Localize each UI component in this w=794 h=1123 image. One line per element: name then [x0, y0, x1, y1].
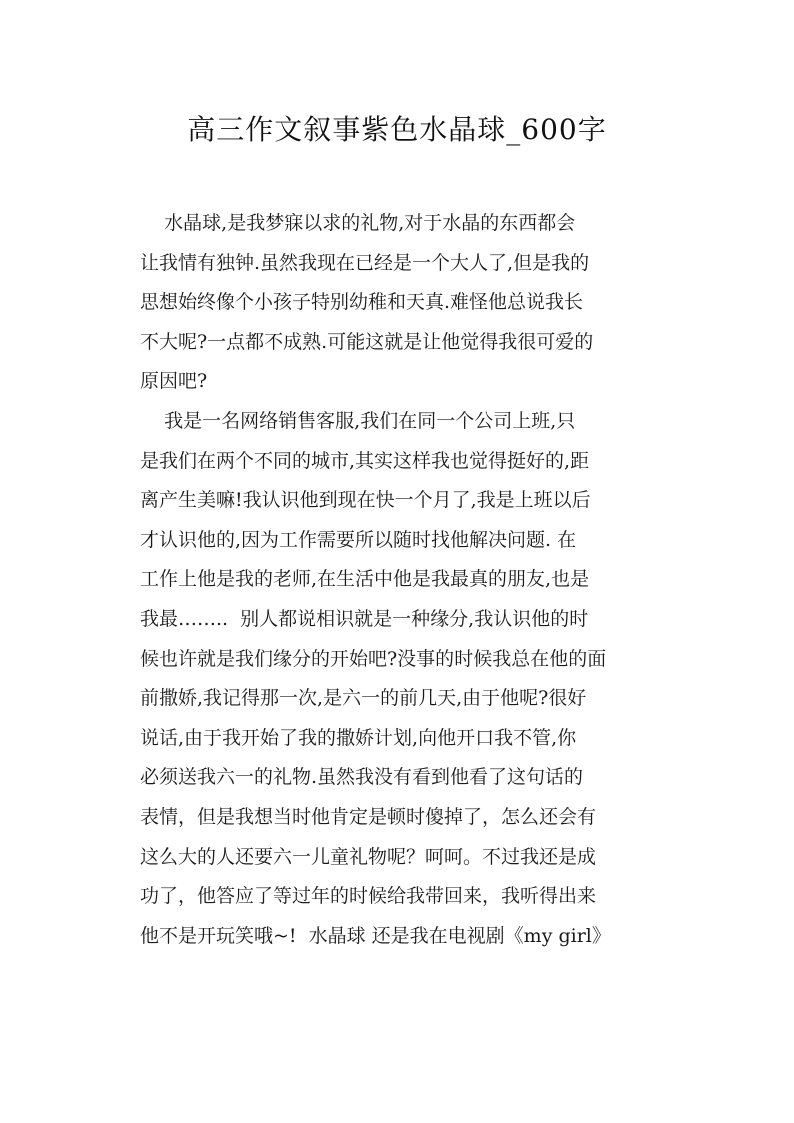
body-line: 表情，但是我想当时他肯定是顿时傻掉了，怎么还会有: [140, 805, 597, 828]
body-line: 工作上他是我的老师,在生活中他是我最真的朋友,也是: [140, 568, 590, 591]
document-body: [140, 204, 670, 956]
body-line: 让我情有独钟.虽然我现在已经是一个大人了,但是我的: [140, 251, 590, 274]
body-line: 候也许就是我们缘分的开始吧?没事的时候我总在他的面: [140, 647, 607, 670]
body-line: 说话,由于我开始了我的撒娇计划,向他开口我不管,你: [140, 726, 577, 749]
body-line: 我最…….. 别人都说相识就是一种缘分,我认识他的时: [140, 607, 589, 630]
body-line: 离产生美嘛!我认识他到现在快一个月了,我是上班以后: [140, 489, 591, 512]
body-line: 他不是开玩笑哦~! 水晶球 还是我在电视剧《my girl》: [140, 924, 611, 947]
body-line: 必须送我六一的礼物.虽然我没有看到他看了这句话的: [140, 766, 584, 789]
body-line: 功了，他答应了等过年的时候给我带回来，我听得出来: [140, 885, 597, 908]
body-line: 不大呢?一点都不成熟.可能这就是让他觉得我很可爱的: [140, 330, 594, 353]
body-line: 水晶球,是我梦寐以求的礼物,对于水晶的东西都会: [140, 212, 576, 234]
body-line: 是我们在两个不同的城市,其实这样我也觉得挺好的,距: [140, 449, 590, 472]
document-title: 高三作文叙事紫色水晶球_600字: [187, 113, 607, 146]
body-line: 这么大的人还要六一儿童礼物呢？呵呵。不过我还是成: [140, 845, 597, 868]
body-line: 原因吧?: [140, 370, 208, 393]
body-line: 才认识他的,因为工作需要所以随时找他解决问题. 在: [140, 528, 577, 551]
body-line: 思想始终像个小孩子特别幼稚和天真.难怪他总说我长: [140, 291, 584, 314]
body-line: 前撒娇,我记得那一次,是六一的前几天,由于他呢?很好: [140, 687, 587, 710]
body-line: 我是一名网络销售客服,我们在同一个公司上班,只: [140, 409, 576, 432]
